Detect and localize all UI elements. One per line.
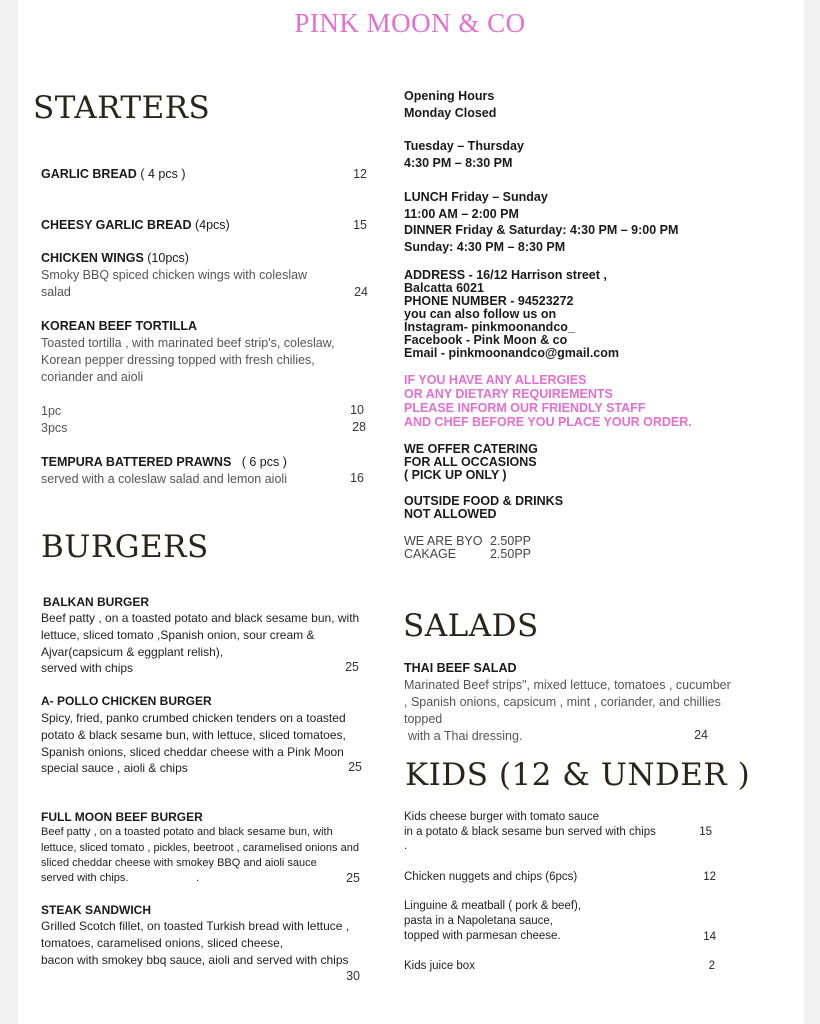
- garlic-bread-title: [41, 167, 185, 181]
- cheesy-garlic-title: [41, 218, 230, 232]
- address-line-2: Balcatta 6021: [404, 281, 484, 295]
- kids-juice: Kids juice box: [404, 960, 475, 972]
- tempura-prawns-price: 16: [350, 471, 364, 485]
- address-line-1: ADDRESS - 16/12 Harrison street ,: [404, 268, 607, 282]
- brand-title: PINK MOON & CO: [294, 8, 526, 38]
- chicken-wings-desc: Smoky BBQ spiced chicken wings with coleslaw salad: [41, 268, 308, 299]
- steak-sandwich-last: bacon with smokey bbq sauce, aioli and served with chips: [41, 953, 349, 967]
- tempura-prawns-name: TEMPURA BATTERED PRAWNS: [41, 455, 232, 469]
- sunday-hours: Sunday: 4:30 PM – 8:30 PM: [404, 240, 566, 254]
- byo-label: WE ARE BYO: [404, 534, 483, 548]
- chicken-wings-title: [41, 251, 189, 265]
- korean-tortilla-title: KOREAN BEEF TORTILLA: [41, 319, 198, 333]
- cheesy-garlic-qty: (4pcs): [194, 218, 230, 232]
- cakage-price: 2.50PP: [490, 547, 532, 561]
- tue-thu-time: 4:30 PM – 8:30 PM: [404, 156, 513, 170]
- korean-option-1pc: 1pc: [41, 404, 62, 418]
- full-moon-burger-dot: .: [196, 872, 200, 884]
- kids-linguine-line-1: Linguine & meatball ( pork & beef),: [404, 900, 582, 912]
- kids-juice-price: 2: [708, 960, 715, 972]
- tempura-prawns-qty: ( 6 pcs ): [241, 455, 287, 469]
- pollo-burger-desc: Spicy, fried, panko crumbed chicken tenders on a toasted potato & black sesame bun, with lettuce, sliced tomatoes, Spanish onions, sliced cheddar cheese with a Pink Moon: [41, 711, 346, 759]
- chicken-wings-name: CHICKEN WINGS: [41, 251, 144, 265]
- garlic-bread-price: 12: [353, 167, 367, 181]
- cheesy-garlic-price: 15: [353, 218, 367, 232]
- email-link[interactable]: Email - pinkmoonandco@gmail.com: [404, 346, 619, 360]
- tempura-prawns-title: [41, 455, 287, 469]
- kids-burger-price: 15: [699, 826, 712, 838]
- kids-nuggets: Chicken nuggets and chips (6pcs): [404, 871, 578, 883]
- pollo-burger-title: A- POLLO CHICKEN BURGER: [41, 694, 212, 708]
- korean-price-3pcs: 28: [352, 420, 366, 434]
- steak-sandwich-desc: Grilled Scotch fillet, on toasted Turkish bread with lettuce , tomatoes, caramelised onions, sliced cheese,: [41, 919, 350, 950]
- kids-burger-dot: .: [404, 840, 408, 852]
- kids-nuggets-price: 12: [703, 871, 716, 883]
- follow-us: you can also follow us on: [404, 307, 557, 321]
- thai-beef-salad-price: 24: [694, 728, 708, 742]
- opening-hours-title: Opening Hours: [404, 89, 495, 103]
- outside-food-line-2: NOT ALLOWED: [404, 507, 497, 521]
- korean-price-1pc: 10: [350, 403, 364, 417]
- korean-option-3pcs: 3pcs: [41, 421, 68, 435]
- phone-number: PHONE NUMBER - 94523272: [404, 294, 574, 308]
- outside-food-line-1: OUTSIDE FOOD & DRINKS: [404, 494, 564, 508]
- lunch-time: 11:00 AM – 2:00 PM: [404, 207, 519, 221]
- instagram-link[interactable]: Instagram- pinkmoonandco_: [404, 320, 575, 334]
- thai-beef-salad-dressing: with a Thai dressing.: [408, 729, 523, 743]
- tempura-prawns-desc: served with a coleslaw salad and lemon aioli: [41, 472, 287, 486]
- catering-line-2: FOR ALL OCCASIONS: [404, 455, 537, 469]
- catering-line-3: ( PICK UP ONLY ): [404, 468, 507, 482]
- balkan-burger-price: 25: [345, 660, 359, 674]
- kids-linguine-price: 14: [703, 931, 716, 943]
- allergy-line-2: OR ANY DIETARY REQUIREMENTS: [404, 387, 613, 401]
- lunch-days: LUNCH Friday – Sunday: [404, 190, 548, 204]
- cakage-label: CAKAGE: [404, 547, 457, 561]
- kids-heading: KIDS (12 & UNDER ): [405, 757, 751, 793]
- allergy-line-1: IF YOU HAVE ANY ALLERGIES: [404, 373, 587, 387]
- steak-sandwich-title: STEAK SANDWICH: [41, 903, 151, 917]
- kids-linguine-line-3: topped with parmesan cheese.: [404, 930, 561, 942]
- allergy-line-3: PLEASE INFORM OUR FRIENDLY STAFF: [404, 401, 646, 415]
- cheesy-garlic-name: CHEESY GARLIC BREAD: [41, 218, 192, 232]
- chicken-wings-price: 24: [354, 285, 368, 299]
- kids-burger-line-1: Kids cheese burger with tomato sauce: [404, 811, 599, 823]
- pollo-burger-last: special sauce , aioli & chips: [41, 761, 188, 775]
- byo-price: 2.50PP: [490, 534, 532, 548]
- thai-beef-salad-desc: Marinated Beef strips", mixed lettuce, tomatoes , cucumber , Spanish onions, capsicum , mint , coriander, and chillies topped: [404, 678, 731, 726]
- balkan-burger-desc: Beef patty , on a toasted potato and black sesame bun, with lettuce, sliced tomato ,Spanish onion, sour cream & Ajvar(capsicum & eggplant relish),: [41, 611, 360, 659]
- korean-tortilla-desc: Toasted tortilla , with marinated beef strip's, coleslaw, Korean pepper dressing topped with fresh chilies, coriander and aioli: [41, 336, 335, 384]
- steak-sandwich-price: 30: [346, 969, 360, 983]
- kids-burger-line-2: in a potato & black sesame bun served with chips: [404, 826, 656, 838]
- balkan-burger-title: BALKAN BURGER: [43, 595, 149, 609]
- chicken-wings-qty: (10pcs): [147, 251, 189, 265]
- allergy-line-4: AND CHEF BEFORE YOU PLACE YOUR ORDER.: [404, 415, 692, 429]
- full-moon-burger-title: FULL MOON BEEF BURGER: [41, 810, 203, 824]
- salads-heading: SALADS: [403, 608, 539, 644]
- full-moon-burger-desc: Beef patty , on a toasted potato and black sesame bun, with lettuce, sliced tomato , pickles, beetroot , caramelised onions and sliced cheddar cheese with smokey BBQ and aioli sauce: [41, 826, 359, 869]
- burgers-heading: BURGERS: [41, 529, 209, 565]
- pollo-burger-price: 25: [348, 760, 362, 774]
- garlic-bread-name: GARLIC BREAD: [41, 167, 137, 181]
- full-moon-burger-chips: served with chips.: [41, 872, 129, 884]
- full-moon-burger-price: 25: [346, 871, 360, 885]
- dinner-hours: DINNER Friday & Saturday: 4:30 PM – 9:00 PM: [404, 223, 679, 237]
- kids-linguine-line-2: pasta in a Napoletana sauce,: [404, 915, 553, 927]
- thai-beef-salad-title: THAI BEEF SALAD: [404, 661, 517, 675]
- catering-line-1: WE OFFER CATERING: [404, 442, 538, 456]
- facebook-link[interactable]: Facebook - Pink Moon & co: [404, 333, 568, 347]
- balkan-burger-chips: served with chips: [41, 661, 134, 675]
- garlic-bread-qty: ( 4 pcs ): [140, 167, 186, 181]
- starters-heading: STARTERS: [33, 90, 211, 126]
- monday-closed: Monday Closed: [404, 106, 497, 120]
- tue-thu-days: Tuesday – Thursday: [404, 139, 524, 153]
